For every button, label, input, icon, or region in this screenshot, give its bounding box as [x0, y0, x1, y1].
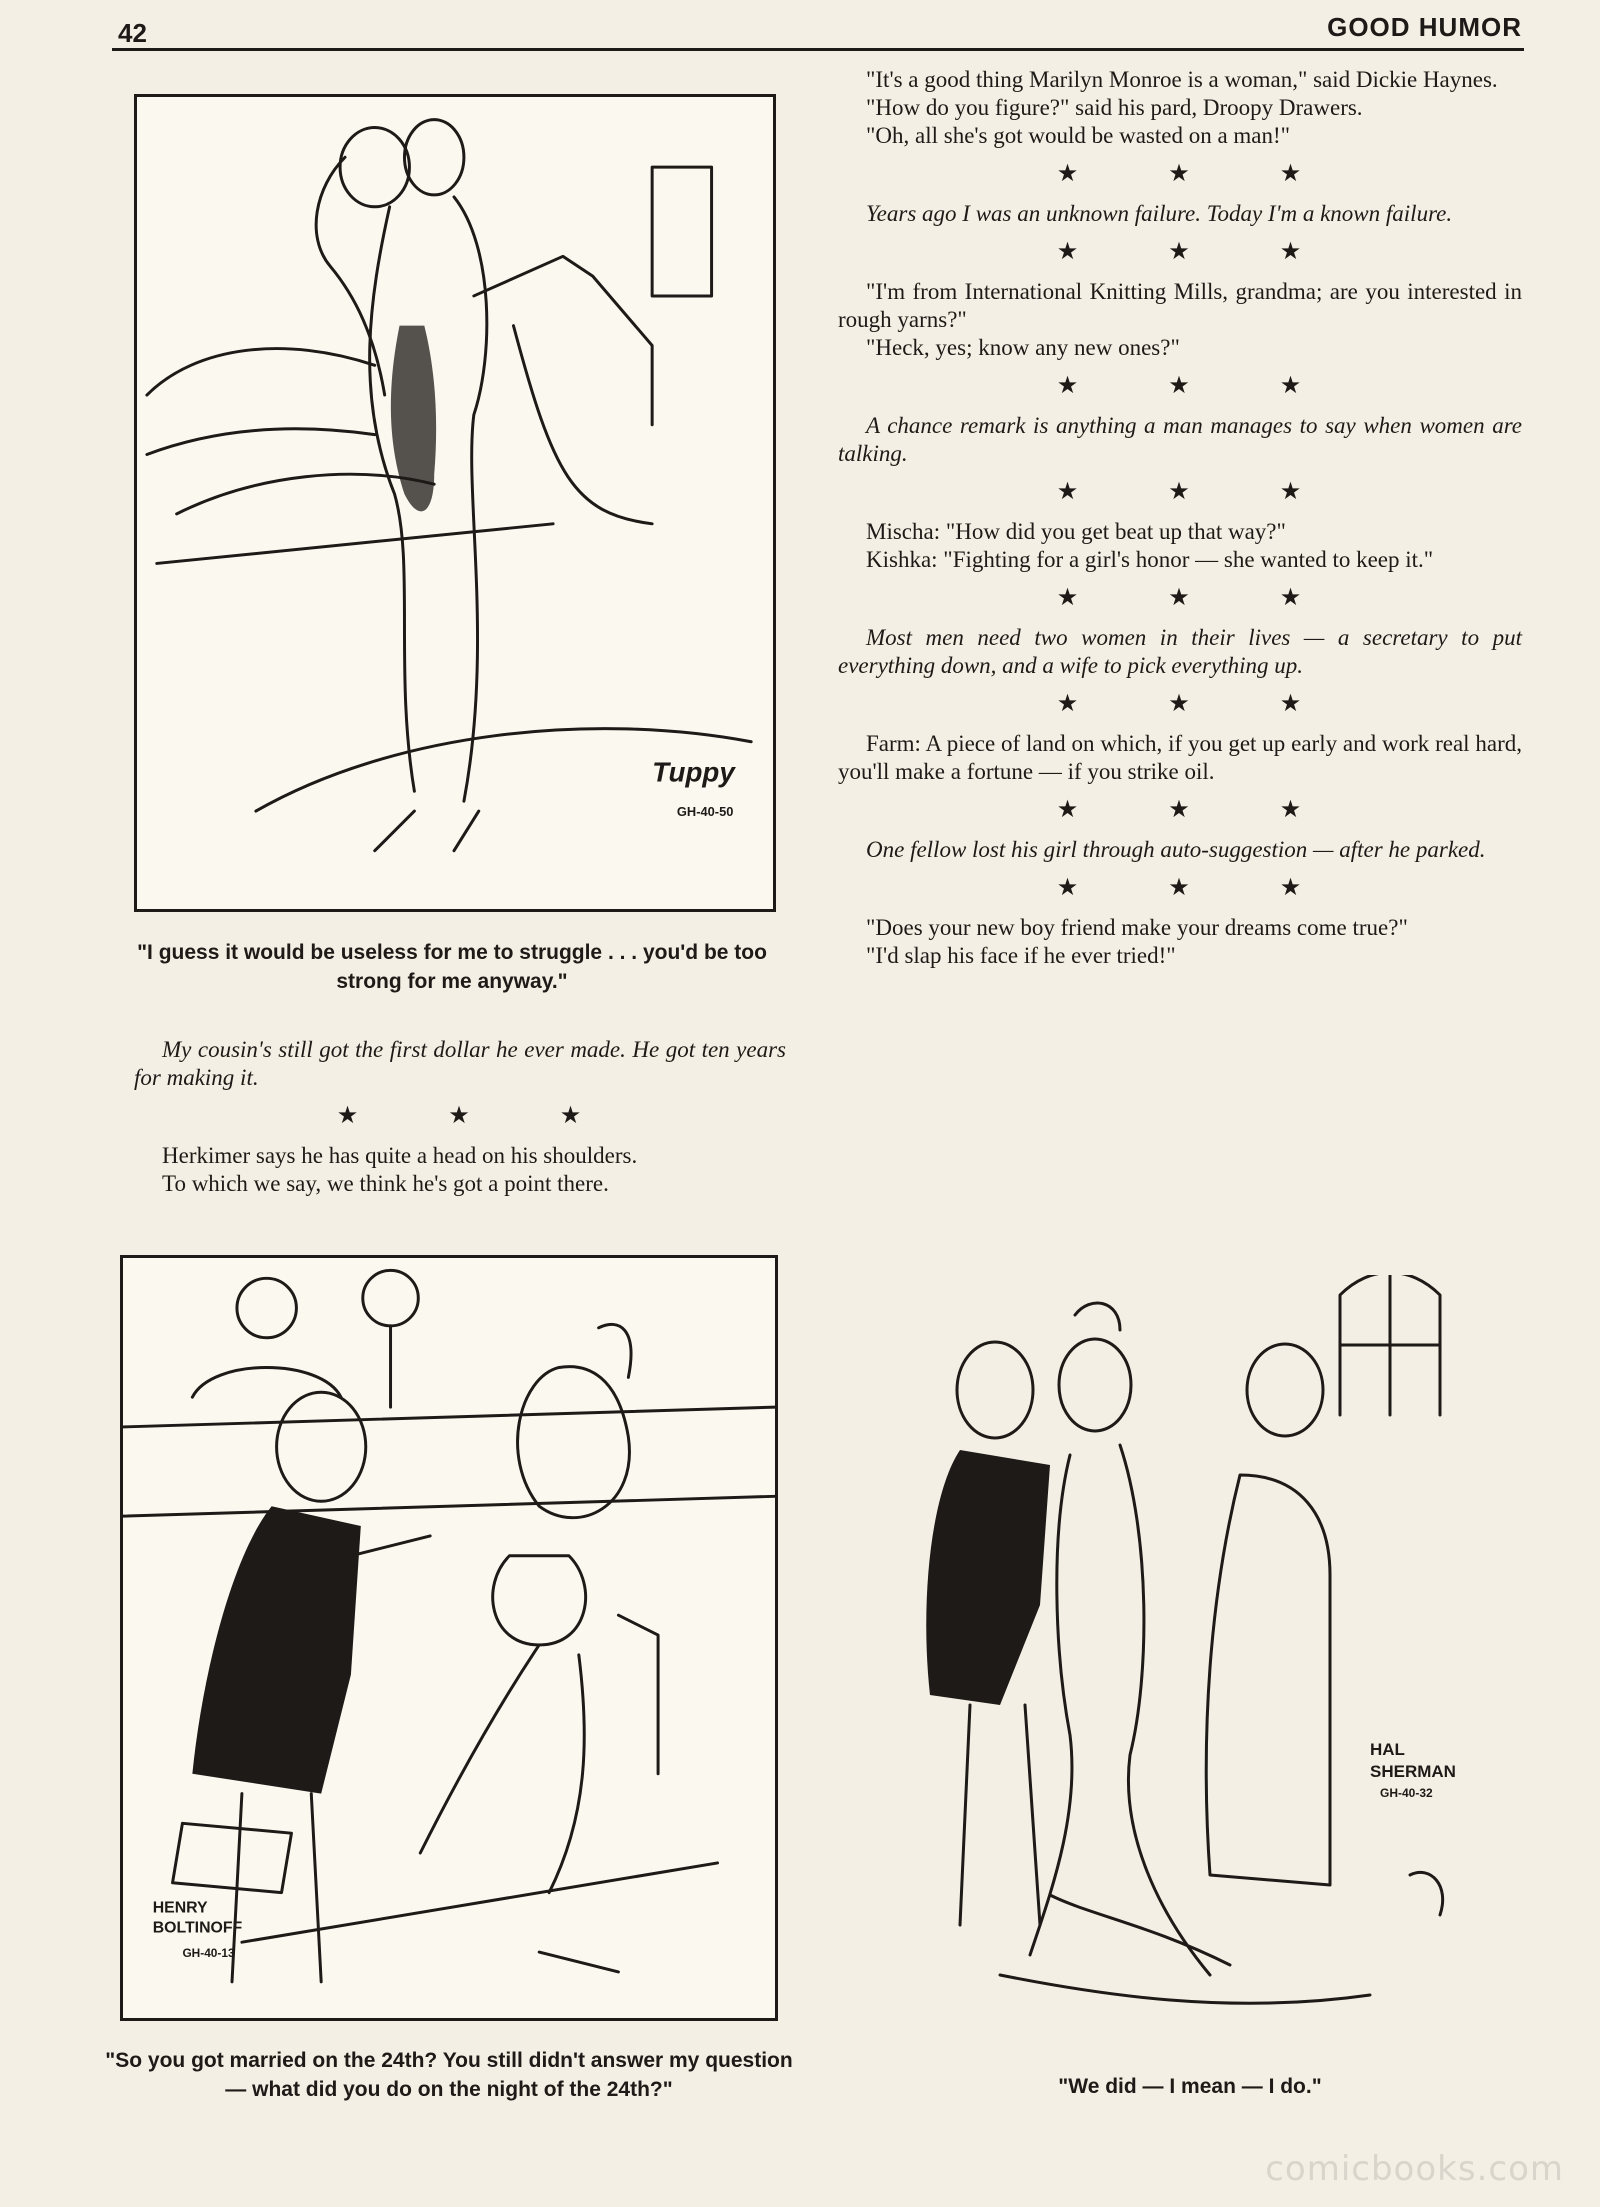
cartoon-illustration-wedding — [850, 1275, 1530, 2040]
svg-text:HAL: HAL — [1370, 1740, 1405, 1759]
cartoon-illustration-embrace — [137, 97, 773, 909]
header-rule — [112, 48, 1524, 51]
star-divider: ★ ★ ★ — [1056, 691, 1344, 717]
watermark: comicbooks.com — [1265, 2149, 1564, 2189]
joke-monroe-line3: "Oh, all she's got would be wasted on a man!" — [866, 123, 1291, 148]
star-divider: ★ ★ ★ — [1056, 479, 1344, 505]
joke-cousin-dollar: My cousin's still got the first dollar he ever made. He got ten years for making it. — [134, 1037, 786, 1090]
joke-two-women: Most men need two women in their lives — a secretary to put everything down, and a wife to pick everything up. — [838, 625, 1522, 678]
star-divider: ★ ★ ★ — [1056, 161, 1344, 187]
star-divider: ★ ★ ★ — [1056, 239, 1344, 265]
star-divider: ★ ★ ★ — [1056, 875, 1344, 901]
joke-knitting-line1: "I'm from International Knitting Mills, grandma; are you interested in rough yarns?" — [838, 279, 1522, 332]
left-jokes-column — [134, 1036, 786, 1198]
joke-monroe-line2: "How do you figure?" said his pard, Droopy Drawers. — [866, 95, 1363, 120]
cartoon-2-signature: GH-40-13 — [182, 1946, 235, 1961]
svg-text:Tuppy: Tuppy — [652, 756, 735, 788]
magazine-title: GOOD HUMOR — [1327, 12, 1522, 42]
cartoon-panel-courtroom — [120, 1255, 778, 2021]
joke-knitting-line2: "Heck, yes; know any new ones?" — [866, 335, 1180, 360]
joke-mischa-line2: Kishka: "Fighting for a girl's honor — she wanted to keep it." — [866, 547, 1434, 572]
cartoon-2-caption: "So you got married on the 24th? You still didn't answer my question — what did you do on the night of the 24th?" — [105, 2049, 793, 2101]
joke-farm: Farm: A piece of land on which, if you get up early and work real hard, you'll make a fortune — if you strike oil. — [838, 731, 1522, 784]
joke-chance-remark: A chance remark is anything a man manages to say when women are talking. — [838, 413, 1522, 466]
cartoon-3-caption: "We did — I mean — I do." — [1058, 2075, 1322, 2098]
joke-unknown-failure: Years ago I was an unknown failure. Today I'm a known failure. — [866, 201, 1453, 226]
joke-monroe-line1: "It's a good thing Marilyn Monroe is a woman," said Dickie Haynes. — [866, 67, 1498, 92]
svg-text:SHERMAN: SHERMAN — [1370, 1762, 1456, 1781]
cartoon-3-signature: GH-40-32 — [1380, 1786, 1433, 1800]
cartoon-wedding — [850, 1275, 1530, 2040]
joke-dreams-line1: "Does your new boy friend make your dreams come true?" — [866, 915, 1408, 940]
cartoon-1-caption: "I guess it would be useless for me to struggle . . . you'd be too strong for me anyway." — [137, 941, 767, 993]
joke-herkimer-line1: Herkimer says he has quite a head on his shoulders. — [162, 1143, 638, 1168]
joke-mischa-line1: Mischa: "How did you get beat up that way?" — [866, 519, 1286, 544]
star-divider: ★ ★ ★ — [336, 1103, 624, 1129]
cartoon-panel-embrace — [134, 94, 776, 912]
star-divider: ★ ★ ★ — [1056, 373, 1344, 399]
joke-herkimer-line2: To which we say, we think he's got a point there. — [162, 1171, 609, 1196]
svg-text:HENRY: HENRY — [152, 1899, 208, 1917]
right-jokes-column — [838, 66, 1522, 970]
joke-auto-suggestion: One fellow lost his girl through auto-suggestion — after he parked. — [866, 837, 1486, 862]
page-number: 42 — [118, 18, 147, 48]
svg-text:BOLTINOFF: BOLTINOFF — [152, 1919, 243, 1937]
cartoon-illustration-courtroom — [123, 1258, 775, 2018]
star-divider: ★ ★ ★ — [1056, 797, 1344, 823]
cartoon-1-signature: GH-40-50 — [676, 804, 734, 820]
star-divider: ★ ★ ★ — [1056, 585, 1344, 611]
joke-dreams-line2: "I'd slap his face if he ever tried!" — [866, 943, 1176, 968]
